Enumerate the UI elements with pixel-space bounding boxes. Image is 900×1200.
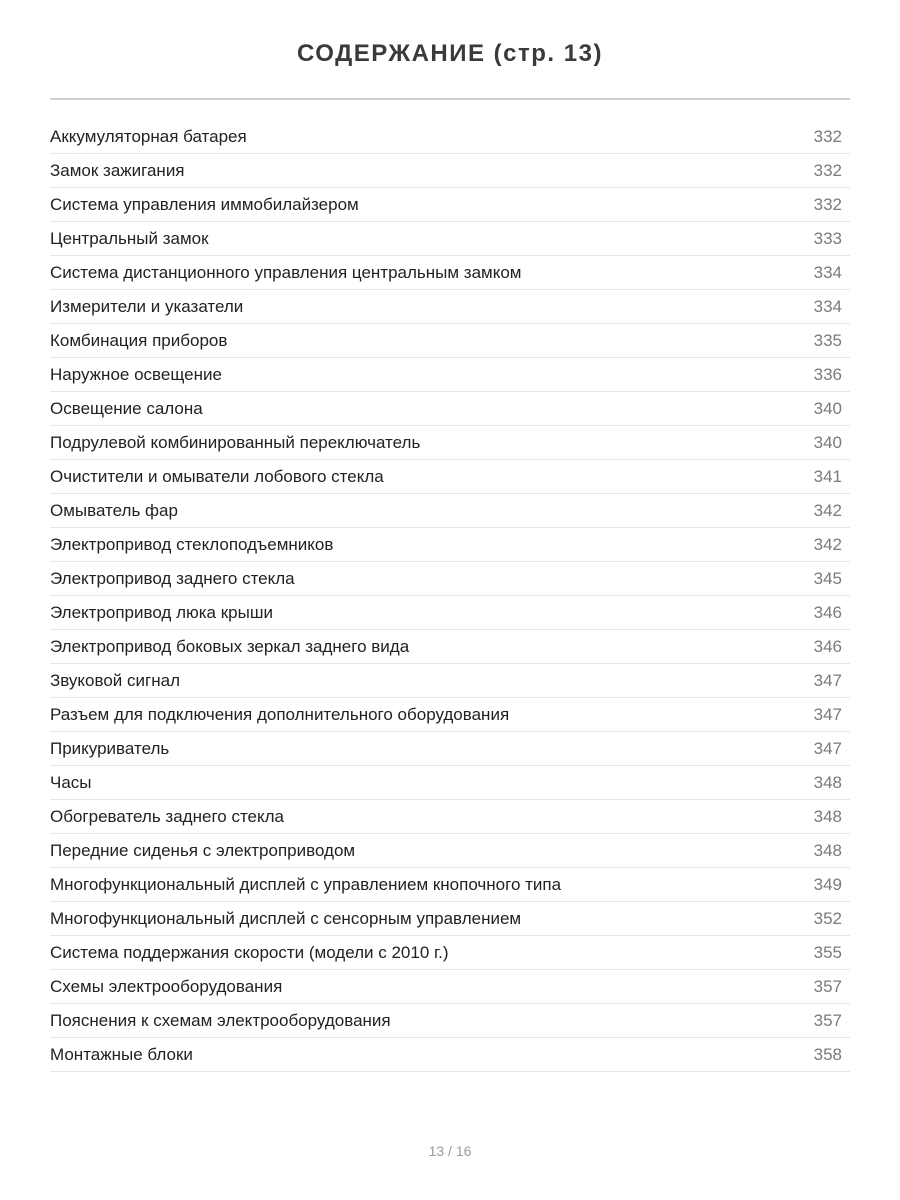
- toc-entry-label: Измерители и указатели: [50, 296, 244, 316]
- toc-page-number: 336: [813, 364, 842, 384]
- toc-row[interactable]: [50, 154, 850, 188]
- toc-page-number: 348: [813, 772, 842, 792]
- toc-page-number: 332: [813, 160, 842, 180]
- toc-row[interactable]: [50, 936, 850, 970]
- toc-row[interactable]: [50, 902, 850, 936]
- toc-page-number: 357: [813, 976, 842, 996]
- toc-row[interactable]: [50, 256, 850, 290]
- toc-page-number: 355: [813, 942, 842, 962]
- toc-entry-label: Звуковой сигнал: [50, 670, 180, 690]
- toc-entry-label: Электропривод боковых зеркал заднего вида: [50, 636, 410, 656]
- toc-entry-label: Многофункциональный дисплей с управлением кнопочного типа: [50, 874, 562, 894]
- toc-row[interactable]: [50, 120, 850, 154]
- toc-row[interactable]: [50, 1004, 850, 1038]
- toc-page-number: 345: [813, 568, 842, 588]
- toc-page-number: 358: [813, 1044, 842, 1064]
- title-divider: [50, 98, 850, 100]
- toc-entry-label: Центральный замок: [50, 228, 209, 248]
- toc-page-number: 332: [813, 194, 842, 214]
- toc-row[interactable]: [50, 188, 850, 222]
- toc-row[interactable]: [50, 630, 850, 664]
- toc-page-number: 335: [813, 330, 842, 350]
- toc-page-number: 357: [813, 1010, 842, 1030]
- toc-row[interactable]: [50, 834, 850, 868]
- toc-entry-label: Наружное освещение: [50, 364, 222, 384]
- toc-entry-label: Многофункциональный дисплей с сенсорным управлением: [50, 908, 522, 928]
- toc-page-number: 346: [813, 636, 842, 656]
- toc-row[interactable]: [50, 528, 850, 562]
- toc-entry-label: Система управления иммобилайзером: [50, 194, 359, 214]
- toc-entry-label: Система поддержания скорости (модели с 2010 г.): [50, 942, 449, 962]
- toc-page-number: 348: [813, 806, 842, 826]
- toc-row[interactable]: [50, 562, 850, 596]
- page-counter: 13 / 16: [428, 1143, 472, 1159]
- toc-row[interactable]: [50, 358, 850, 392]
- toc-entry-label: Подрулевой комбинированный переключатель: [50, 432, 421, 452]
- toc-row[interactable]: [50, 494, 850, 528]
- toc-row[interactable]: [50, 460, 850, 494]
- toc-row[interactable]: [50, 290, 850, 324]
- toc-entry-label: Часы: [50, 772, 92, 792]
- toc-entry-label: Электропривод стеклоподъемников: [50, 534, 334, 554]
- toc-entry-label: Пояснения к схемам электрооборудования: [50, 1010, 391, 1030]
- toc-row[interactable]: [50, 868, 850, 902]
- toc-page-number: 347: [813, 704, 842, 724]
- toc-row[interactable]: [50, 596, 850, 630]
- toc-page-number: 341: [813, 466, 842, 486]
- toc-page-number: 340: [813, 432, 842, 452]
- toc-page-number: 347: [813, 738, 842, 758]
- toc-entry-label: Система дистанционного управления центральным замком: [50, 262, 522, 282]
- toc-row[interactable]: [50, 766, 850, 800]
- toc-page-number: 352: [813, 908, 842, 928]
- toc-page-number: 347: [813, 670, 842, 690]
- toc-entry-label: Освещение салона: [50, 398, 203, 418]
- toc-row[interactable]: [50, 970, 850, 1004]
- toc-entry-label: Обогреватель заднего стекла: [50, 806, 284, 826]
- toc-entry-label: Разъем для подключения дополнительного оборудования: [50, 704, 510, 724]
- toc-entry-label: Электропривод люка крыши: [50, 602, 273, 622]
- toc-row[interactable]: [50, 698, 850, 732]
- toc-entry-label: Электропривод заднего стекла: [50, 568, 295, 588]
- toc-entry-label: Очистители и омыватели лобового стекла: [50, 466, 384, 486]
- toc-entry-label: Схемы электрооборудования: [50, 976, 283, 996]
- toc-page-number: 334: [813, 296, 842, 316]
- toc-row[interactable]: [50, 664, 850, 698]
- toc-page-number: 349: [813, 874, 842, 894]
- toc-row[interactable]: [50, 392, 850, 426]
- toc-page-number: 342: [813, 500, 842, 520]
- toc-entry-label: Монтажные блоки: [50, 1044, 193, 1064]
- page-title: СОДЕРЖАНИЕ (стр. 13): [297, 40, 603, 67]
- toc-row[interactable]: [50, 222, 850, 256]
- toc-row[interactable]: [50, 800, 850, 834]
- toc-entry-label: Аккумуляторная батарея: [50, 126, 247, 146]
- toc-entry-label: Замок зажигания: [50, 160, 185, 180]
- toc-page-number: 346: [813, 602, 842, 622]
- toc-entry-label: Омыватель фар: [50, 500, 178, 520]
- toc-entry-label: Комбинация приборов: [50, 330, 228, 350]
- toc-page-number: 340: [813, 398, 842, 418]
- toc-row[interactable]: [50, 324, 850, 358]
- toc-page-number: 332: [813, 126, 842, 146]
- toc-page-number: 348: [813, 840, 842, 860]
- toc-row[interactable]: [50, 1038, 850, 1072]
- table-of-contents: [50, 120, 850, 1072]
- toc-row[interactable]: [50, 732, 850, 766]
- toc-row[interactable]: [50, 426, 850, 460]
- toc-page-number: 333: [813, 228, 842, 248]
- toc-entry-label: Прикуриватель: [50, 738, 170, 758]
- toc-entry-label: Передние сиденья с электроприводом: [50, 840, 356, 860]
- toc-page-number: 334: [813, 262, 842, 282]
- toc-page-number: 342: [813, 534, 842, 554]
